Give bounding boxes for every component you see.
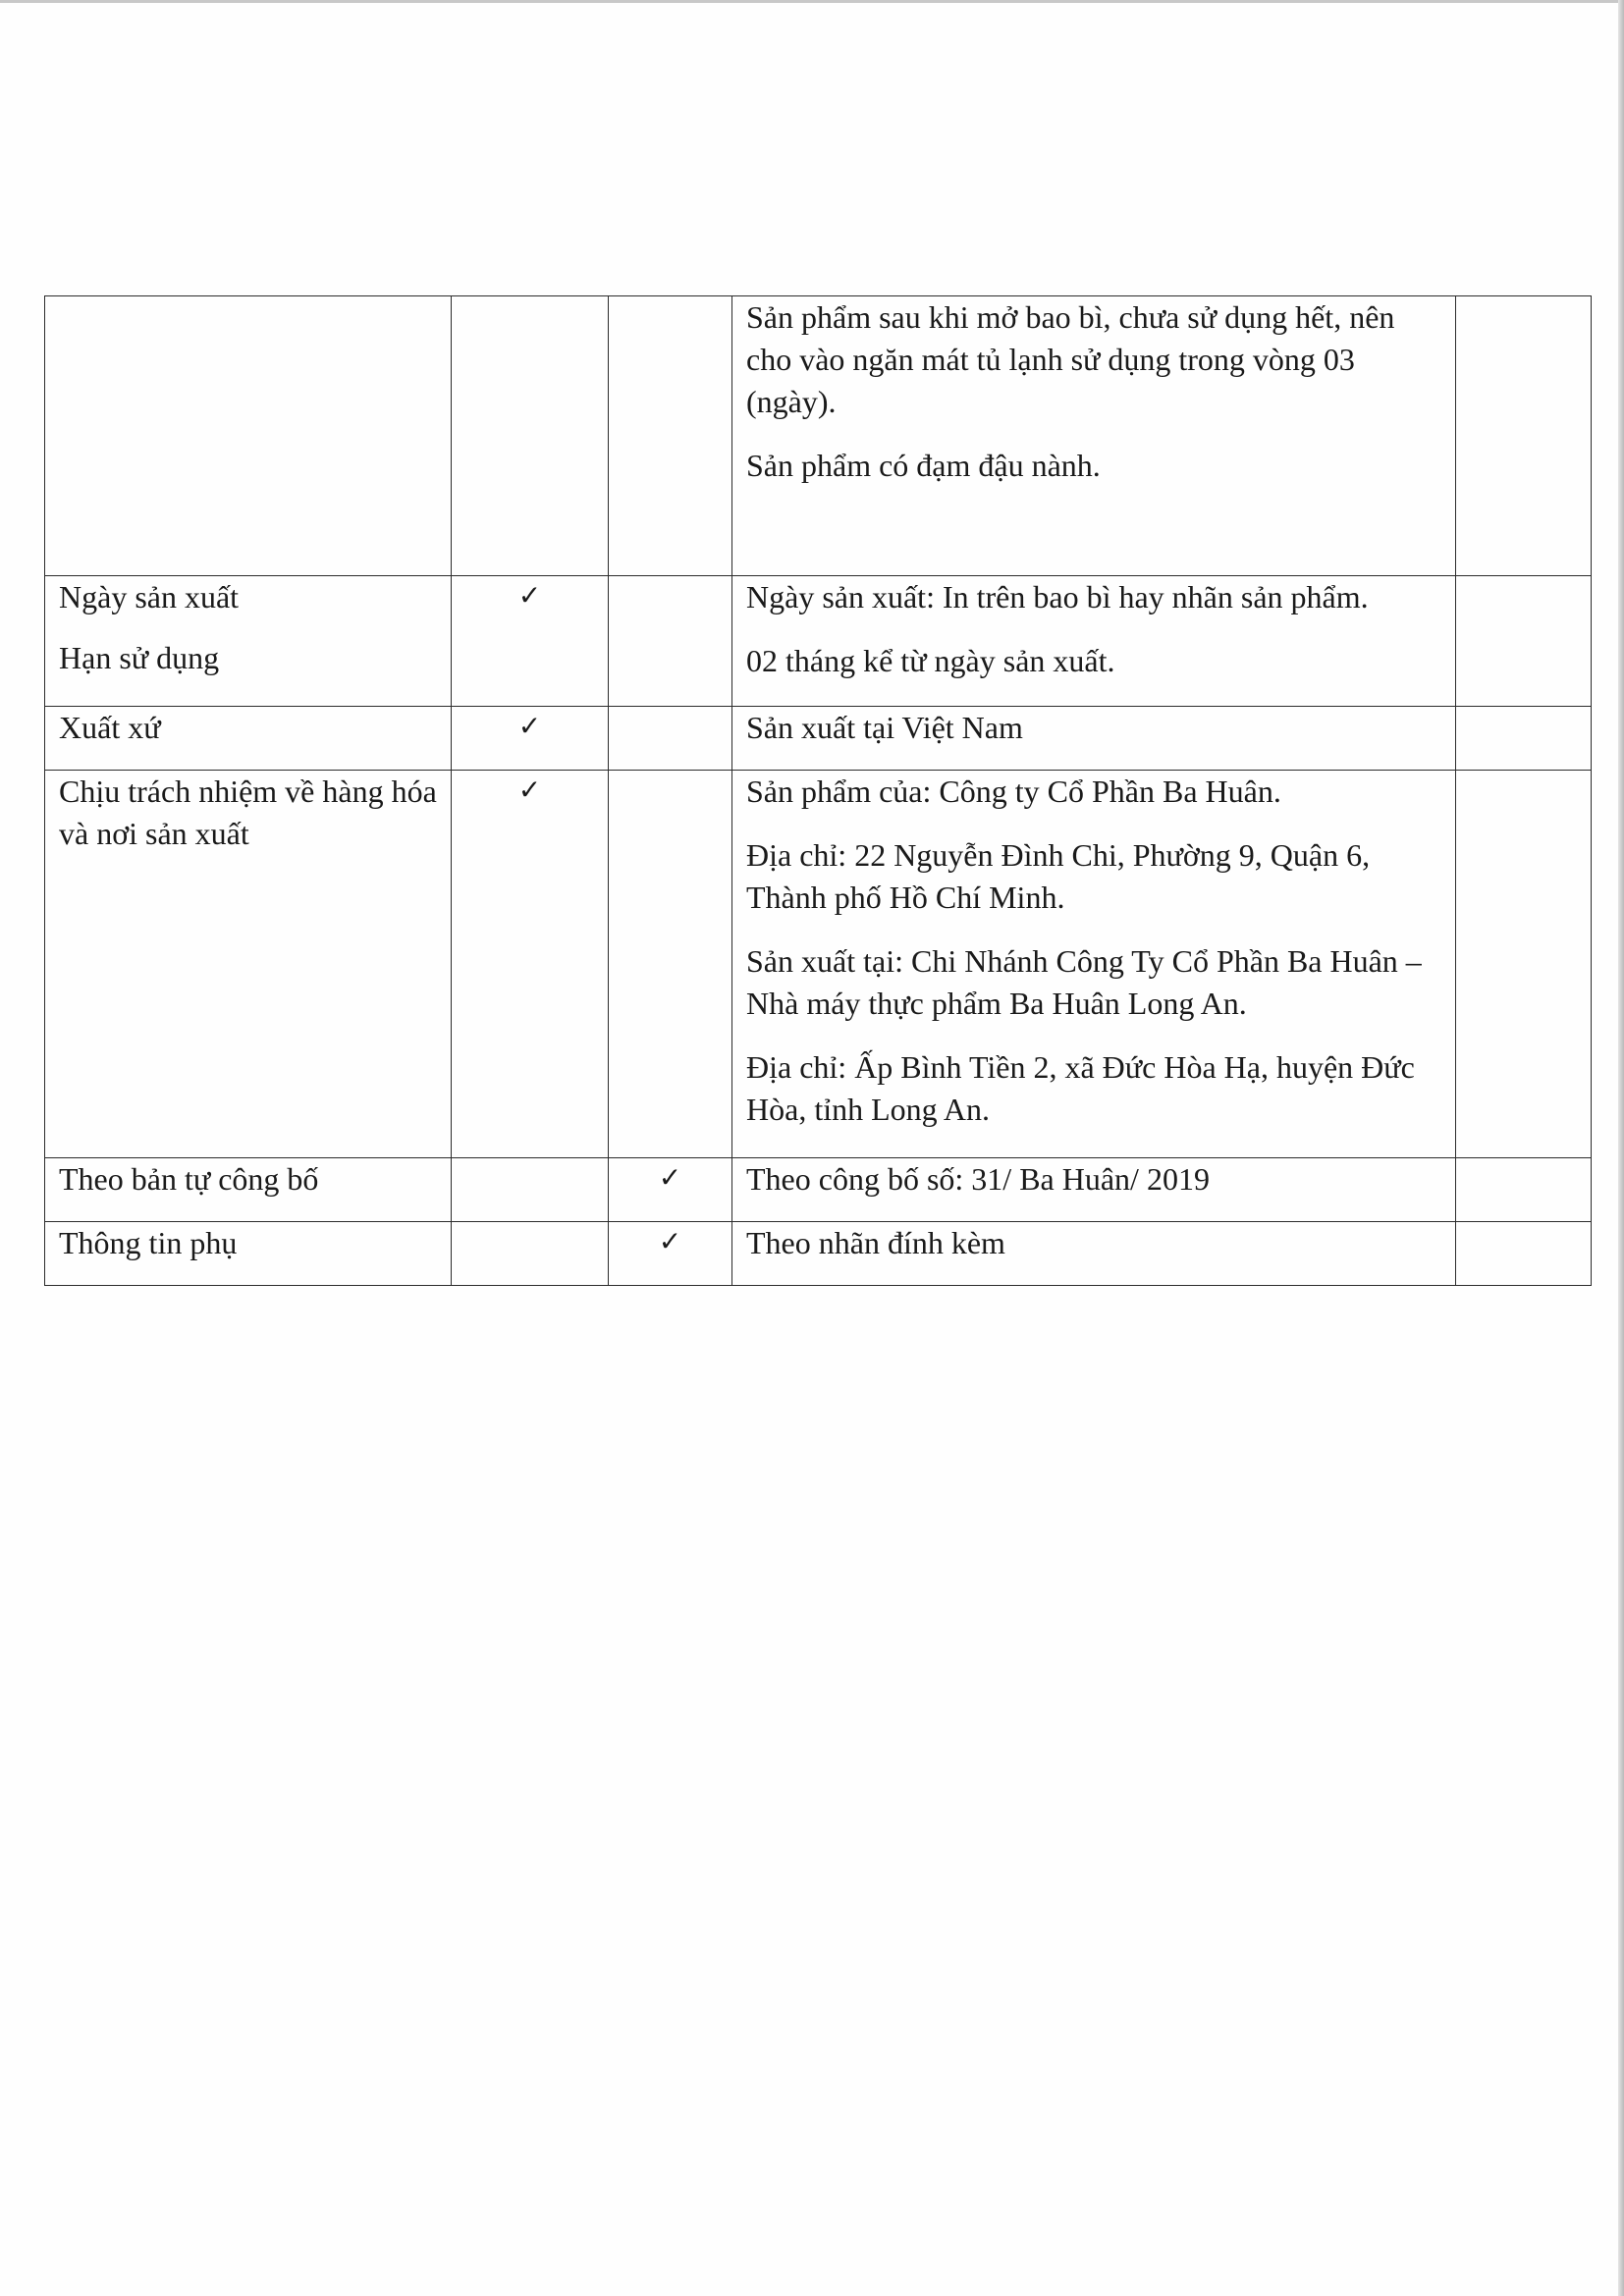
item-label: Theo bản tự công bố	[59, 1161, 319, 1197]
table-row	[45, 1158, 1592, 1222]
check-cell-col2	[452, 1222, 609, 1286]
table-row	[45, 576, 1592, 707]
table-row	[45, 707, 1592, 771]
content-paragraph: Sản xuất tại Việt Nam	[746, 710, 1023, 745]
content-paragraph: Sản phẩm của: Công ty Cổ Phần Ba Huân.	[746, 774, 1281, 809]
item-cell	[45, 296, 452, 576]
content-cell	[732, 1158, 1456, 1222]
content-cell	[732, 771, 1456, 1158]
item-label: Xuất xứ	[59, 710, 161, 745]
note-cell	[1456, 1158, 1592, 1222]
check-cell-col2	[452, 296, 609, 576]
content-paragraph: 02 tháng kể từ ngày sản xuất.	[746, 643, 1115, 678]
content-paragraph: Theo công bố số: 31/ Ba Huân/ 2019	[746, 1161, 1210, 1197]
check-cell-col3	[609, 296, 732, 576]
item-label: Thông tin phụ	[59, 1225, 238, 1260]
page-right-edge	[1618, 0, 1624, 2296]
page-top-edge	[0, 0, 1624, 3]
item-cell	[45, 771, 452, 1158]
content-paragraph: Sản phẩm có đạm đậu nành.	[746, 448, 1101, 483]
item-cell	[45, 707, 452, 771]
item-label: Chịu trách nhiệm về hàng hóa và nơi sản xuất	[59, 774, 437, 851]
content-cell	[732, 1222, 1456, 1286]
check-cell-col3	[609, 576, 732, 707]
check-cell-col3: ✓	[609, 1158, 732, 1222]
content-paragraph: Sản xuất tại: Chi Nhánh Công Ty Cổ Phần Ba Huân – Nhà máy thực phẩm Ba Huân Long An.	[746, 943, 1422, 1021]
item-cell	[45, 1158, 452, 1222]
content-paragraph: Theo nhãn đính kèm	[746, 1225, 1005, 1260]
table-row	[45, 296, 1592, 576]
note-cell	[1456, 576, 1592, 707]
content-cell	[732, 296, 1456, 576]
note-cell	[1456, 771, 1592, 1158]
item-cell	[45, 1222, 452, 1286]
item-label: Ngày sản xuất	[59, 579, 240, 614]
check-cell-col3	[609, 707, 732, 771]
content-paragraph: Ngày sản xuất: In trên bao bì hay nhãn sản phẩm.	[746, 579, 1369, 614]
check-cell-col2: ✓	[452, 771, 609, 1158]
table-row	[45, 771, 1592, 1158]
item-cell	[45, 576, 452, 707]
table-row	[45, 1222, 1592, 1286]
check-cell-col3: ✓	[609, 1222, 732, 1286]
content-paragraph: Địa chỉ: 22 Nguyễn Đình Chi, Phường 9, Quận 6, Thành phố Hồ Chí Minh.	[746, 837, 1371, 915]
label-checklist-table	[44, 295, 1592, 1286]
item-label: Hạn sử dụng	[59, 640, 220, 675]
content-paragraph: Địa chỉ: Ấp Bình Tiền 2, xã Đức Hòa Hạ, huyện Đức Hòa, tỉnh Long An.	[746, 1049, 1415, 1127]
check-cell-col2	[452, 1158, 609, 1222]
note-cell	[1456, 707, 1592, 771]
check-cell-col2: ✓	[452, 707, 609, 771]
note-cell	[1456, 1222, 1592, 1286]
content-paragraph: Sản phẩm sau khi mở bao bì, chưa sử dụng hết, nên cho vào ngăn mát tủ lạnh sử dụng trong vòng 03 (ngày).	[746, 299, 1395, 419]
check-cell-col3	[609, 771, 732, 1158]
content-cell	[732, 707, 1456, 771]
check-cell-col2: ✓	[452, 576, 609, 707]
content-cell	[732, 576, 1456, 707]
note-cell	[1456, 296, 1592, 576]
